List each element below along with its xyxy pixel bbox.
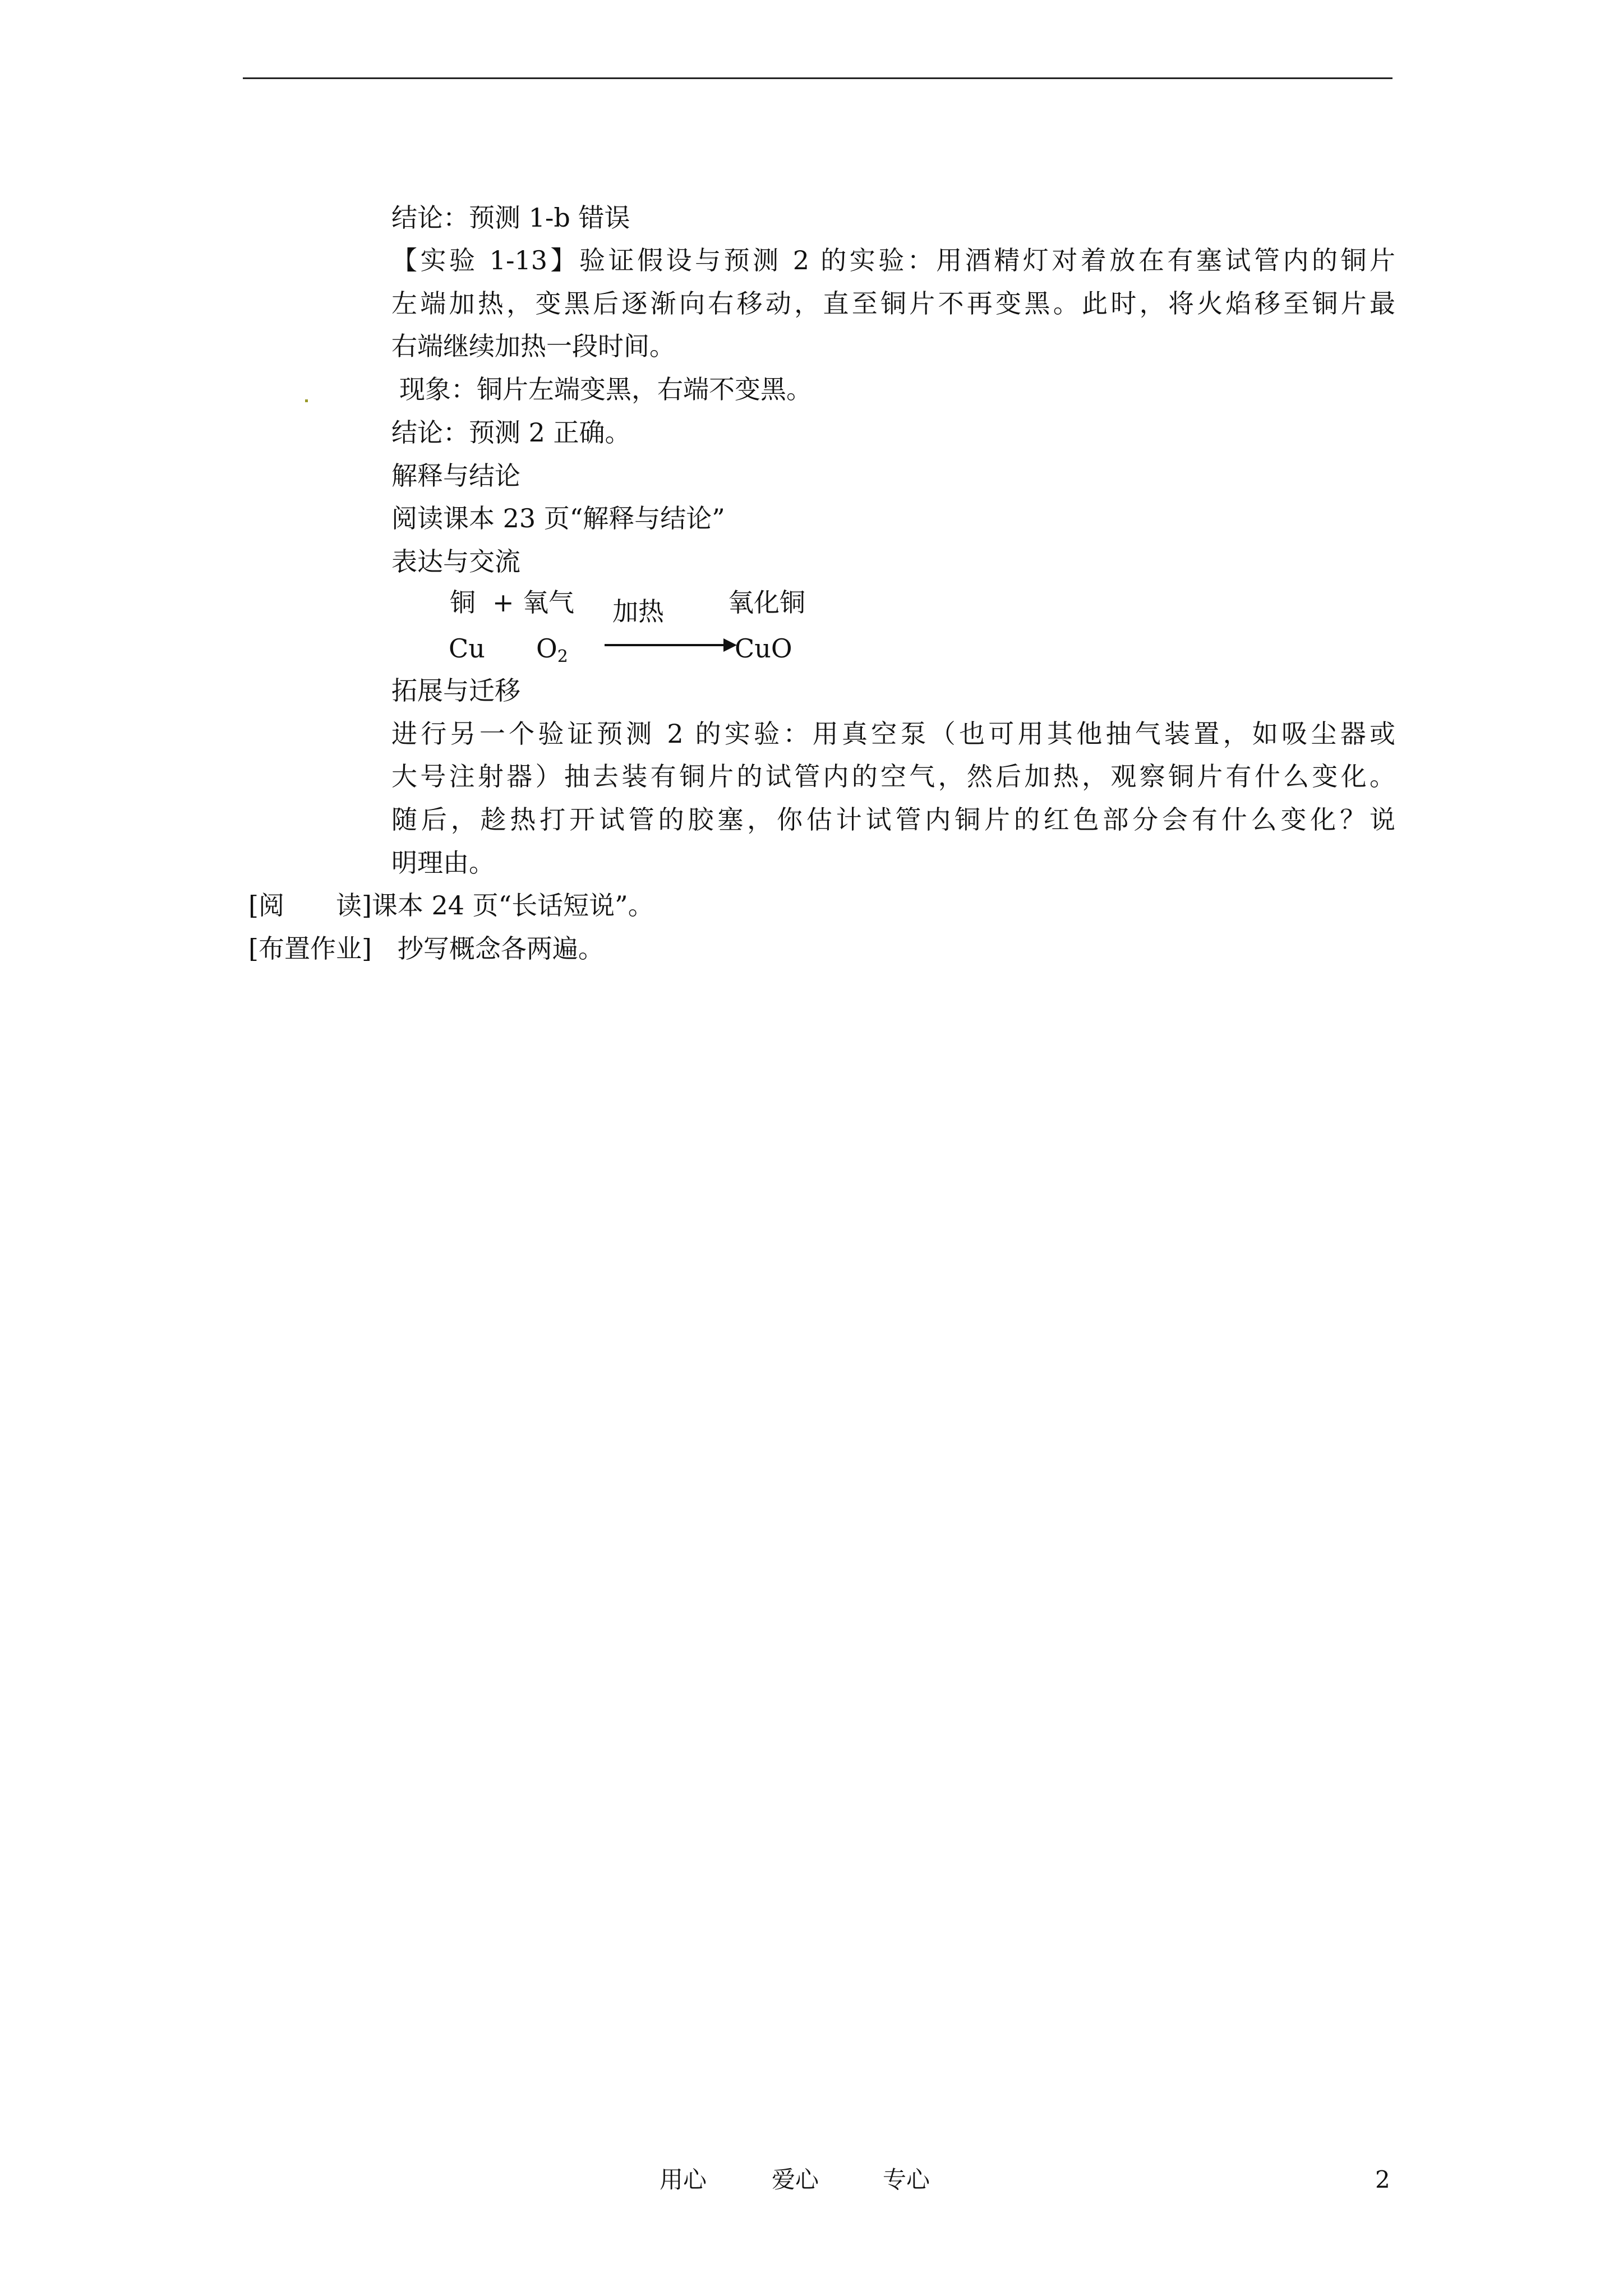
heading-extension: 拓展与迁移: [391, 675, 520, 706]
page-number: 2: [1375, 2166, 1390, 2193]
product-copper-oxide-cn: 氧化铜: [728, 587, 805, 618]
extension-line2: 大号注射器）抽去装有铜片的试管内的空气，然后加热，观察铜片有什么变化。: [391, 761, 1395, 792]
phenomenon: 现象：铜片左端变黑，右端不变黑。: [399, 374, 812, 404]
conclusion-2: 结论：预测 2 正确。: [391, 417, 631, 448]
reactant-copper-formula: Cu: [449, 633, 485, 664]
extension-line3: 随后，趁热打开试管的胶塞，你估计试管内铜片的红色部分会有什么变化？说: [391, 804, 1395, 835]
footer-motto-3: 专心: [883, 2166, 930, 2193]
reactant-oxygen-formula: $O_2$: [536, 633, 568, 666]
extension-line1: 进行另一个验证预测 2 的实验：用真空泵（也可用其他抽气装置，如吸尘器或: [391, 719, 1395, 749]
experiment-1-13-line2: 左端加热，变黑后逐渐向右移动，直至铜片不再变黑。此时，将火焰移至铜片最: [391, 288, 1395, 319]
reading-assignment: [阅 读]课本 24 页“长话短说”。: [248, 890, 654, 921]
reactant-copper-cn: 铜: [450, 587, 476, 618]
experiment-1-13-line3: 右端继续加热一段时间。: [391, 331, 675, 361]
extension-line4: 明理由。: [391, 848, 495, 878]
heading-expression: 表达与交流: [391, 546, 520, 577]
experiment-1-13-line1: 【实验 1-13】验证假设与预测 2 的实验：用酒精灯对着放在有塞试管内的铜片: [391, 245, 1395, 275]
read-textbook-p23: 阅读课本 23 页“解释与结论”: [391, 503, 725, 533]
footer-motto-1: 用心: [660, 2166, 707, 2193]
reactant-oxygen-cn: 氧气: [523, 587, 574, 618]
heading-explanation: 解释与结论: [391, 461, 520, 491]
conclusion-1b: 结论：预测 1-b 错误: [391, 203, 630, 233]
scan-speck: [305, 399, 308, 402]
homework-assignment: [布置作业] 抄写概念各两遍。: [248, 933, 604, 964]
footer-motto-2: 爱心: [772, 2166, 819, 2193]
product-formula: CuO: [735, 633, 792, 664]
reaction-condition: 加热: [612, 596, 664, 627]
plus-sign: +: [492, 587, 514, 618]
reaction-arrow: [605, 644, 725, 646]
header-rule: [243, 77, 1393, 79]
